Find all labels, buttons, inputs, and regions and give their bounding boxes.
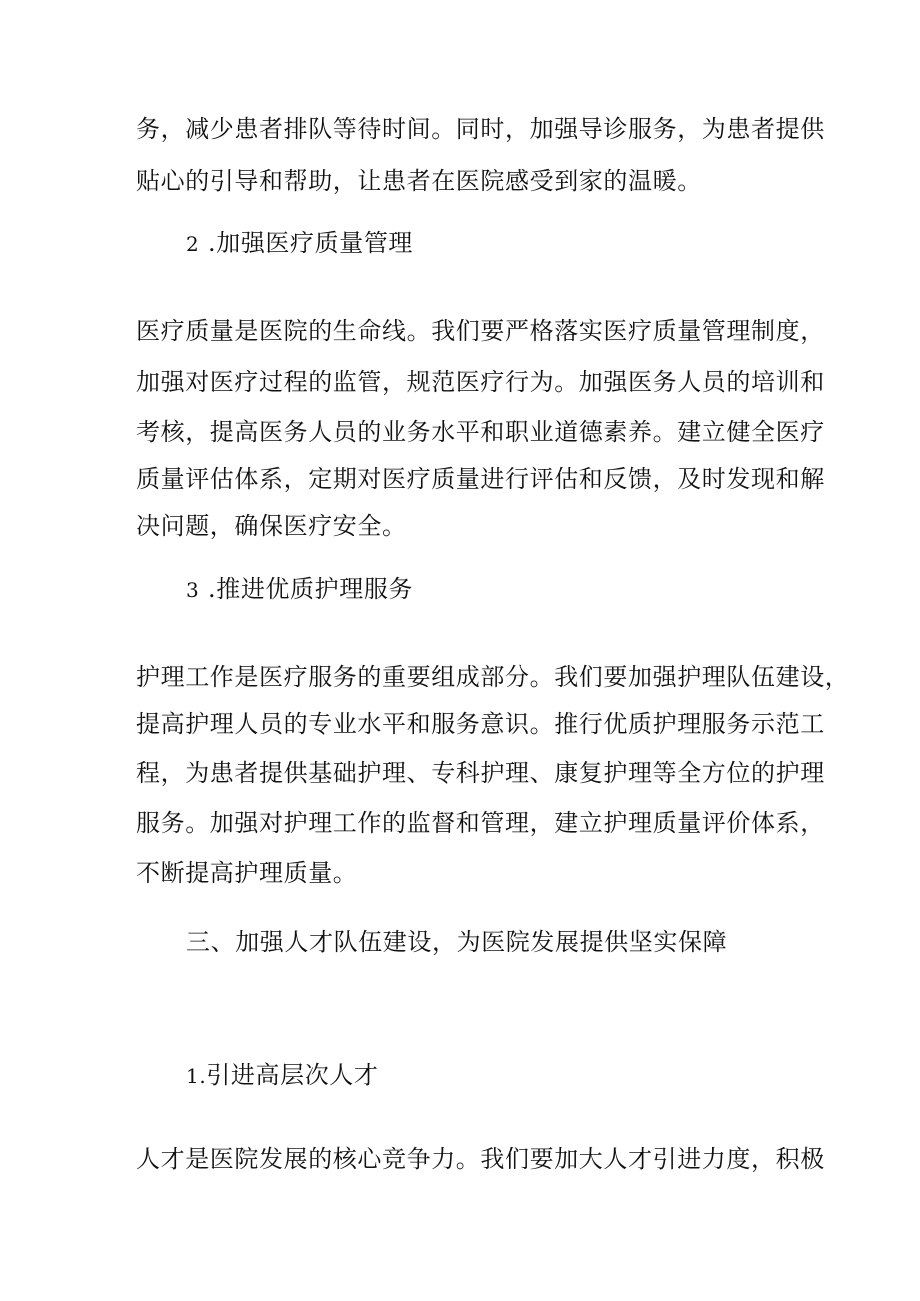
paragraph-line: 务，减少患者排队等待时间。同时，加强导诊服务，为患者提供 bbox=[136, 115, 825, 143]
subheading-number: 1. bbox=[186, 1064, 207, 1088]
paragraph-line: 医疗质量是医院的生命线。我们要严格落实医疗质量管理制度， bbox=[136, 317, 825, 345]
paragraph-line: 服务。加强对护理工作的监督和管理，建立护理质量评价体系， bbox=[136, 809, 825, 837]
section-heading: 三、加强人才队伍建设，为医院发展提供坚实保障 bbox=[186, 928, 728, 956]
paragraph-line: 考核，提高医务人员的业务水平和职业道德素养。建立健全医疗 bbox=[136, 418, 825, 446]
subheading-title: .推进优质护理服务 bbox=[208, 575, 414, 603]
paragraph-line: 贴心的引导和帮助，让患者在医院感受到家的温暖。 bbox=[136, 167, 702, 195]
paragraph-line: 加强对医疗过程的监管，规范医疗行为。加强医务人员的培训和 bbox=[136, 368, 825, 396]
subheading-title: .加强医疗质量管理 bbox=[208, 229, 414, 257]
subheading-talent-recruitment bbox=[186, 1058, 379, 1093]
paragraph-line: 护理工作是医疗服务的重要组成部分。我们要加强护理队伍建设， bbox=[136, 663, 850, 691]
subheading-title: 引进高层次人才 bbox=[206, 1061, 379, 1089]
paragraph-line: 决问题，确保医疗安全。 bbox=[136, 512, 407, 540]
subheading-number: 3 bbox=[186, 578, 200, 602]
paragraph-line: 程，为患者提供基础护理、专科护理、康复护理等全方位的护理 bbox=[136, 759, 825, 787]
paragraph-line: 不断提高护理质量。 bbox=[136, 859, 358, 887]
subheading-quality-management bbox=[186, 226, 413, 261]
paragraph-line: 人才是医院发展的核心竞争力。我们要加大人才引进力度，积极 bbox=[136, 1145, 825, 1173]
subheading-nursing-service bbox=[186, 572, 413, 607]
paragraph-line: 提高护理人员的专业水平和服务意识。推行优质护理服务示范工 bbox=[136, 710, 825, 738]
paragraph-line: 质量评估体系，定期对医疗质量进行评估和反馈，及时发现和解 bbox=[136, 465, 825, 493]
subheading-number: 2 bbox=[186, 232, 200, 256]
